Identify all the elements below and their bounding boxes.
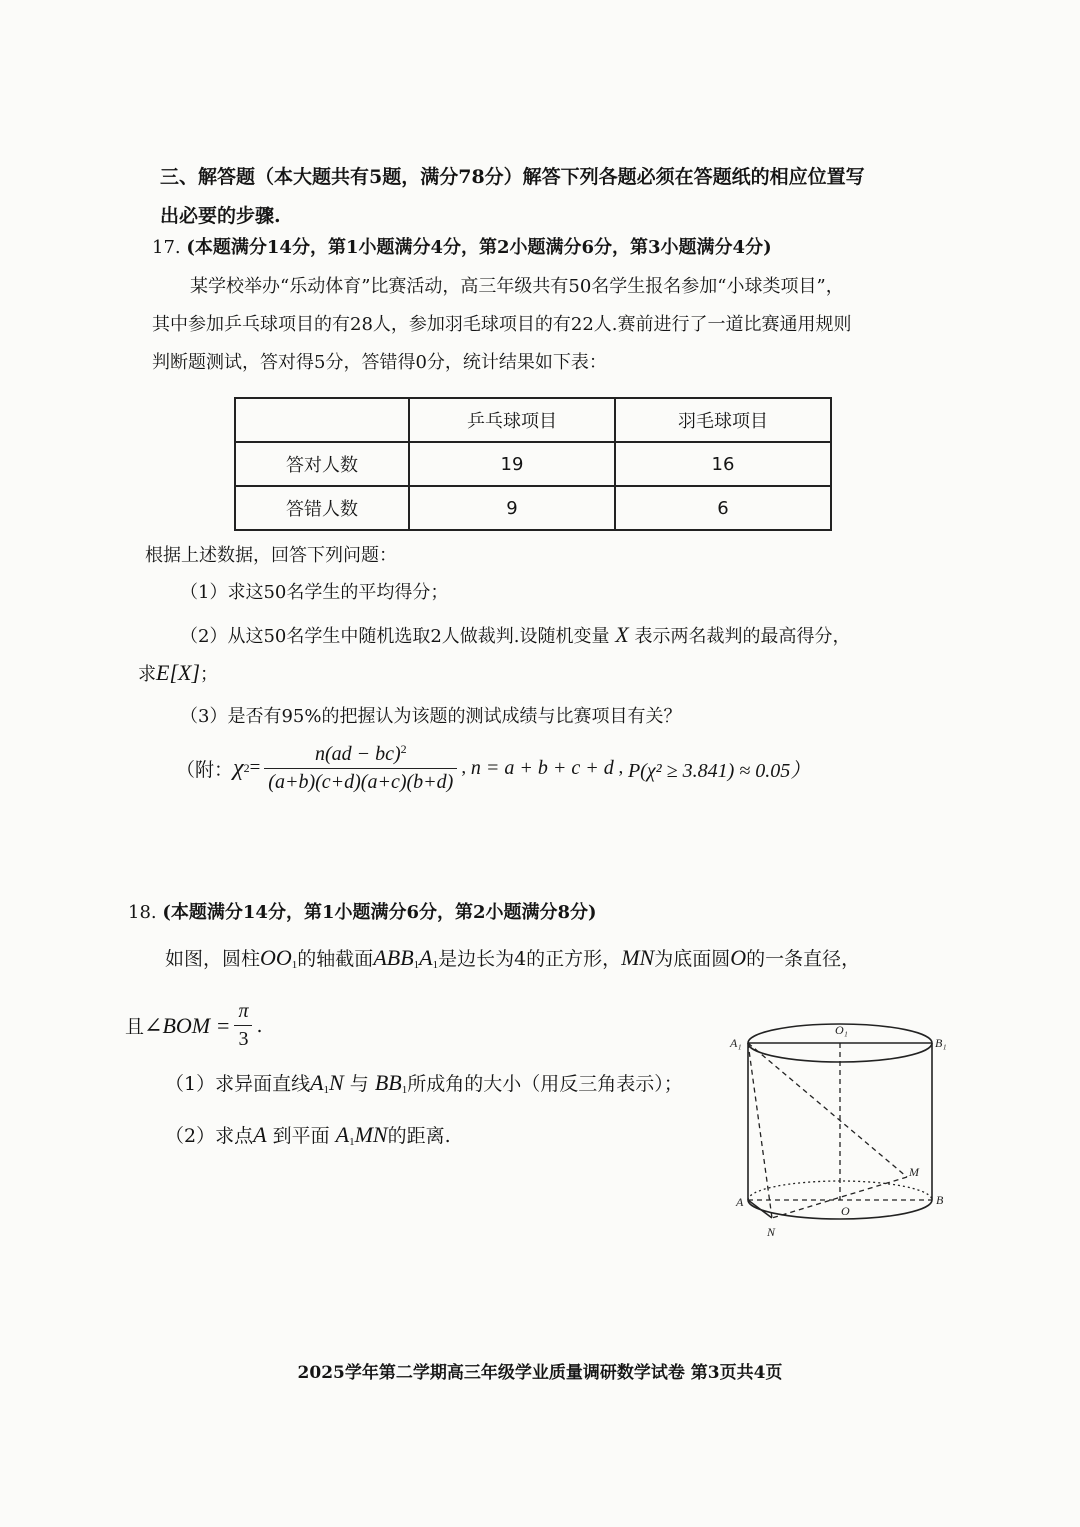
var-mn: MN (621, 945, 655, 970)
var-oo1: OO (260, 945, 292, 970)
table-header-cell: 乒乓球项目 (409, 398, 615, 442)
q18-text: 的轴截面 (297, 948, 374, 970)
q18-sub2: （2）求点A 到平面 $A_1MN$的距离. (165, 1122, 451, 1148)
table-header-cell: 羽毛球项目 (615, 398, 831, 442)
q18-sub2-text: 的距离. (387, 1125, 451, 1147)
table-cell: 9 (409, 486, 615, 530)
q17-intro: 根据上述数据，回答下列问题： (145, 545, 397, 566)
angle-expr: ∠BOM = (144, 1012, 231, 1038)
formula-eq: = (249, 757, 261, 778)
page-footer: 2025学年第二学期高三年级学业质量调研数学试卷 第3页共4页 (297, 1363, 783, 1383)
q18-sub2-text: 到平面 (272, 1125, 330, 1147)
label-m: M (909, 1165, 919, 1179)
chi-square-formula: （附： χ 2 = $\frac{n(ad - bc)^2}{(a+b)(c+d)(a+c)(b+d)}$ , n = a + b + c + d , P(χ² ≥ 3.841) ≈ 0.05） (176, 742, 811, 793)
var-abb1a1: ABB (373, 945, 414, 970)
var-x: X (615, 622, 629, 647)
var-o: O (730, 945, 747, 970)
var-bb1: BB (374, 1070, 402, 1095)
q17-score-note: (本题满分14分，第1小题满分4分，第2小题满分6分，第3小题满分4分) (186, 237, 772, 258)
q17-para1: 某学校举办“乐动体育”比赛活动，高三年级共有50名学生报名参加“小球类项目”， (190, 276, 844, 297)
q18-line1: 如图，圆柱$OO_1$的轴截面$ABB_1A_1$是边长为4的正方形，MN为底面圆O的一条直径， (165, 945, 861, 971)
label-a1: A₁ (730, 1036, 742, 1050)
q17-sub3: （3）是否有95%的把握认为该题的测试成绩与比赛项目有关？ (180, 706, 682, 727)
q18-text: 为底面圆 (654, 948, 731, 970)
table-header-cell (235, 398, 409, 442)
formula-denominator: (a+b)(c+d)(a+c)(b+d) (268, 771, 454, 793)
formula-prefix: （附： (176, 758, 234, 781)
q17-sub1: （1）求这50名学生的平均得分； (180, 582, 449, 603)
q18-score-note: (本题满分14分，第1小题满分6分，第2小题满分8分) (162, 902, 597, 923)
row-label: 答错人数 (235, 486, 409, 530)
q17-sub2-line1 (180, 622, 850, 650)
chi-symbol: χ (233, 754, 244, 781)
label-b1: B₁ (935, 1036, 947, 1050)
segment-a1n (748, 1043, 772, 1218)
var-a: A (253, 1122, 267, 1147)
table-cell: 16 (615, 442, 831, 486)
table-row (235, 442, 831, 486)
q18-sub1: （1）求异面直线$A_1N$ 与 $BB_1$所成角的大小（用反三角表示）； (165, 1070, 683, 1096)
formula-prob: P(χ² ≥ 3.841) ≈ 0.05） (627, 759, 811, 782)
row-label: 答对人数 (235, 442, 409, 486)
label-n: N (767, 1225, 776, 1239)
q18-text: 如图，圆柱 (165, 948, 261, 970)
table-cell: 19 (409, 442, 615, 486)
formula-numerator: n(ad − bc) (314, 743, 401, 765)
q17-sub2-text: （2）从这50名学生中随机选取2人做裁判.设随机变量 (180, 626, 610, 647)
pi-symbol: π (234, 1000, 252, 1026)
label-a: A (736, 1195, 744, 1209)
formula-fraction: $\frac{n(ad - bc)^2}{(a+b)(c+d)(a+c)(b+d)}$ (264, 742, 457, 794)
q17-para3: 判断题测试，答对得5分，答错得0分，统计结果如下表： (152, 352, 607, 373)
q17-sub2-text2: 表示两名裁判的最高得分， (634, 626, 851, 647)
denominator-3: 3 (238, 1028, 249, 1050)
q17-header (152, 235, 772, 261)
table-cell: 6 (615, 486, 831, 530)
q18-sub1-text: 与 (349, 1073, 369, 1095)
segment-a1m (748, 1043, 907, 1177)
q17-para2: 其中参加乒乓球项目的有28人，参加羽毛球项目的有22人.赛前进行了一道比赛通用规则 (152, 314, 852, 335)
q17-number: 17. (152, 237, 181, 258)
section-title-cont: 出必要的步骤. (160, 205, 281, 227)
label-o: O (841, 1204, 850, 1218)
bottom-front-arc (748, 1200, 932, 1219)
pi-over-3 (234, 1000, 252, 1051)
q18-text: 且 (125, 1016, 145, 1038)
label-b: B (936, 1193, 944, 1207)
q18-sub1-text: （1）求异面直线 (165, 1073, 311, 1095)
q17-sub2-ask: 求 (138, 664, 156, 685)
var-a1: A (310, 1070, 324, 1095)
segment-an (748, 1200, 772, 1218)
table-row (235, 486, 831, 530)
q18-text: 的一条直径， (746, 948, 861, 970)
q18-sub2-text: （2）求点 (165, 1125, 254, 1147)
q18-text: 是边长为4的正方形， (438, 948, 622, 970)
cylinder-figure (725, 1010, 955, 1245)
q18-number: 18. (128, 902, 157, 923)
q18-sub1-text: 所成角的大小（用反三角表示）； (407, 1073, 683, 1095)
label-o1: O₁ (835, 1023, 848, 1037)
q17-sub2-line2 (138, 660, 218, 688)
stats-table (234, 397, 832, 531)
section-title: 三、解答题（本大题共有5题，满分78分）解答下列各题必须在答题纸的相应位置写 (160, 166, 865, 188)
table-header-row (235, 398, 831, 442)
q18-line2: 且 ∠BOM = $\frac{\pi}{3}$ . (125, 1000, 263, 1050)
q18-header (128, 900, 597, 926)
expectation-expr: E[X] (156, 660, 200, 685)
formula-n-def: n = a + b + c + d (470, 756, 614, 779)
q17-sub2-end: ； (200, 664, 218, 685)
var-a1mn: A (335, 1122, 350, 1147)
